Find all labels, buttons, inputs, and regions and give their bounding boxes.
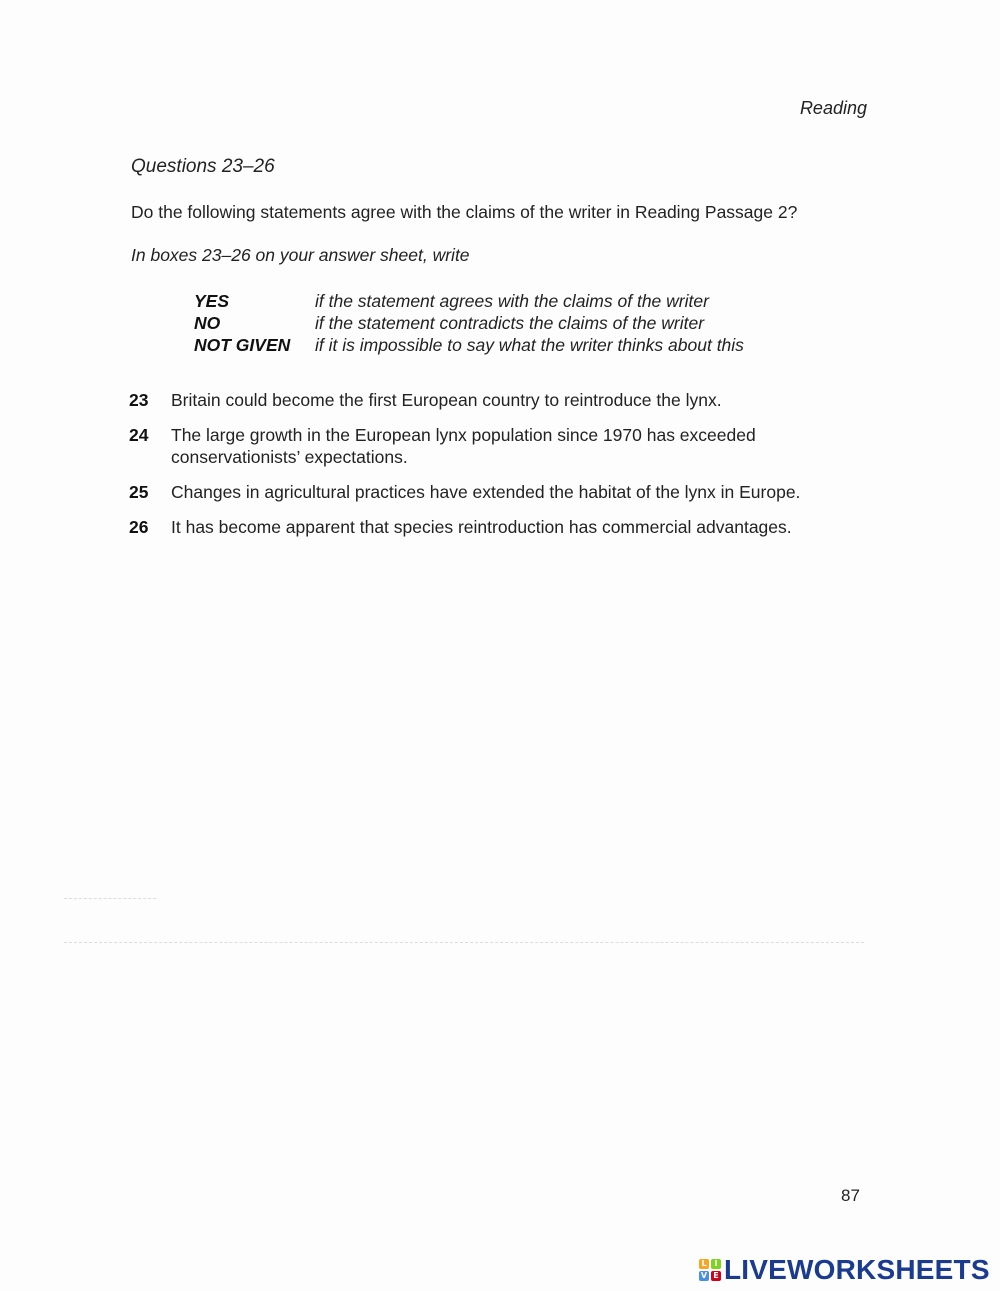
statement-number: 26 [129,517,149,537]
statement-text: Changes in agricultural practices have extended the habitat of the lynx in Europe. [171,482,801,502]
legend-description: if the statement contradicts the claims of the writer [315,313,705,333]
legend-row-yes [194,290,744,312]
statement-item [129,389,869,411]
scan-artifact-line [64,898,156,899]
liveworksheets-brand [699,1256,990,1284]
section-header: Reading [799,98,867,118]
brand-logo-icon [699,1259,721,1281]
statement-number: 23 [129,390,149,410]
statement-item [129,424,869,468]
statement-text: Britain could become the first European country to reintroduce the lynx. [171,390,722,410]
questions-title: Questions 23–26 [131,156,275,177]
statement-number: 24 [129,425,149,445]
statement-text: It has become apparent that species reintroduction has commercial advantages. [171,517,792,537]
legend-description: if it is impossible to say what the writer thinks about this [315,335,744,355]
page-number: 87 [841,1186,860,1205]
legend-description: if the statement agrees with the claims of the writer [315,291,709,311]
legend-row-not-given [194,334,744,356]
legend-key: YES [194,291,230,311]
answer-key-legend [194,290,744,356]
statement-list [129,389,869,538]
brand-logo-letter: I [711,1259,721,1269]
statement-item [129,516,869,538]
instruction-text: Do the following statements agree with the claims of the writer in Reading Passage 2? [131,202,798,222]
sub-instruction-text: In boxes 23–26 on your answer sheet, write [131,245,470,265]
statement-text: The large growth in the European lynx population since 1970 has exceeded conservationists’ expectations. [171,425,756,467]
brand-logo-letter: E [711,1271,721,1281]
statement-item [129,481,869,503]
brand-name: LIVEWORKSHEETS [724,1254,990,1285]
legend-key: NO [194,313,221,333]
legend-key: NOT GIVEN [194,335,291,355]
statement-number: 25 [129,482,149,502]
legend-row-no [194,312,744,334]
brand-logo-letter: L [699,1259,709,1269]
brand-logo-letter: V [700,1271,708,1280]
scan-artifact-line [64,942,864,943]
